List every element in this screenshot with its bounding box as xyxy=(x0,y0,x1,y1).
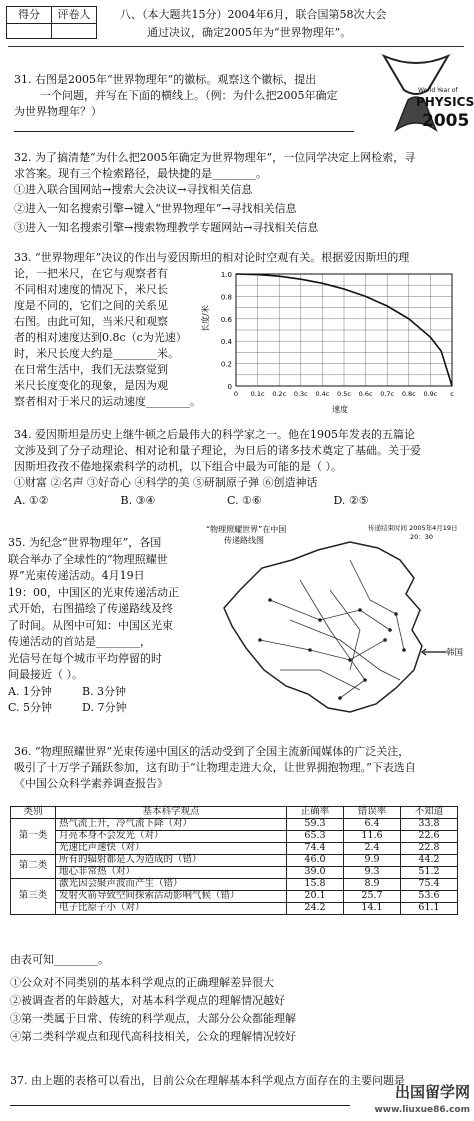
table-cell: 所有的辐射都是人为造成的（错） xyxy=(56,855,287,867)
table-cell: 61.1 xyxy=(401,903,458,915)
table-cell: 11.6 xyxy=(344,831,401,843)
q35-text: 了时间。从图中可知：中国区光束 xyxy=(8,618,173,632)
x-tick-label: 0 xyxy=(233,390,239,398)
x-tick-label: 0.4c xyxy=(315,390,330,398)
table-cell: 33.8 xyxy=(401,819,458,831)
q35-text: 联合举办了全球性的“物理照耀世 xyxy=(8,552,168,566)
x-tick-label: 0.3c xyxy=(293,390,308,398)
q32-option2: ②进入一知名搜索引擎→键入“世界物理年”→寻找相关信息 xyxy=(14,202,297,215)
table-cell: 22.8 xyxy=(401,843,458,855)
table-cell: 44.2 xyxy=(401,855,458,867)
q33-text-block xyxy=(14,266,204,409)
q33-text: 不同相对速度的情况下，米尺长 xyxy=(14,282,168,296)
q35-text: 35. 为纪念“世界物理年”，各国 xyxy=(8,536,162,549)
q36-line3: 《中国公众科学素养调查报告》 xyxy=(14,777,168,790)
table-cell: 75.4 xyxy=(401,879,458,891)
q34-option-b[interactable]: B. ③④ xyxy=(120,494,156,507)
china-outline xyxy=(224,542,422,712)
table-cell: 激光因会聚声波而产生（错） xyxy=(56,879,287,891)
relay-cities xyxy=(258,598,406,700)
table-cell: 20.1 xyxy=(287,891,344,903)
table-header: 不知道 xyxy=(401,807,458,819)
table-header: 类别 xyxy=(11,807,56,819)
q35-options-row2 xyxy=(8,700,198,717)
x-tick-label: c xyxy=(450,390,454,398)
table-row xyxy=(11,843,458,855)
table-row xyxy=(11,855,458,867)
x-tick-label: 0.2c xyxy=(272,390,287,398)
table-cell: 46.0 xyxy=(287,855,344,867)
table-cell: 6.4 xyxy=(344,819,401,831)
divider xyxy=(8,46,464,47)
table-cell: 地心非常热（对） xyxy=(56,867,287,879)
q35-text-block xyxy=(8,535,198,717)
q31-answer-line[interactable] xyxy=(14,131,354,132)
q31-line2: 一个问题，并写在下面的横线上。（例：为什么把2005年确定 xyxy=(40,89,338,102)
length-velocity-chart xyxy=(200,266,466,414)
table-row xyxy=(11,831,458,843)
q33-text: 右图。由此可知，当米尺和观察 xyxy=(14,314,168,328)
q36-conclusion: ①公众对不同类别的基本科学观点的正确理解差异很大 xyxy=(10,976,274,989)
q35-option-c[interactable]: C. 5分钟 xyxy=(8,701,53,714)
table-cell: 74.4 xyxy=(287,843,344,855)
table-cell: 14.1 xyxy=(344,903,401,915)
table-header: 正确率 xyxy=(287,807,344,819)
table-cell: 9.9 xyxy=(344,855,401,867)
q35-text: 间最接近（ ）。 xyxy=(8,668,83,681)
china-relay-map xyxy=(200,520,468,725)
q34-line3: 因斯坦孜孜不倦地探索科学的动机，以下组合中最为可能的是（ ）。 xyxy=(14,460,342,473)
table-cell: 8.9 xyxy=(344,879,401,891)
table-cell: 15.8 xyxy=(287,879,344,891)
q35-text: 19：00，中国区的光束传递活动正 xyxy=(8,585,179,599)
q34-option-a[interactable]: A. ①② xyxy=(14,494,49,507)
table-cell: 59.3 xyxy=(287,819,344,831)
map-end-time-label: 传递结束时间 2005年4月19日 xyxy=(368,524,458,532)
grader-cell[interactable] xyxy=(52,23,97,38)
q36-conclusion-lead: 由表可知________。 xyxy=(10,953,109,966)
q33-text: 时，米尺长度大约是________米。 xyxy=(14,346,179,360)
chart-xlabel: 速度 xyxy=(332,405,348,414)
svg-text:World Year of: World Year of xyxy=(418,87,458,94)
x-tick-label: 0.9c xyxy=(423,390,438,398)
q36-conclusion: ③第一类属于日常、传统的科学观点，大部分公众都能理解 xyxy=(10,1012,296,1025)
table-cell: 光速比声速快（对） xyxy=(56,843,287,855)
x-tick-label: 0.5c xyxy=(337,390,351,398)
q37-line1: 37. 由上题的表格可以看出，目前公众在理解基本科学观点方面存在的主要问题是 xyxy=(10,1074,405,1087)
svg-text:PHYSICS: PHYSICS xyxy=(416,95,474,109)
score-label: 得分 xyxy=(7,7,52,24)
y-tick-label: 0 xyxy=(227,383,232,391)
table-cell: 9.3 xyxy=(344,867,401,879)
x-tick-label: 0.1c xyxy=(250,390,265,398)
q34-line2: 文涉及到了分子动理论、相对论和量子理论，为日后的诸多技术奠定了基础。关于爱 xyxy=(14,444,421,457)
table-header-row xyxy=(11,807,458,819)
map-subtitle: 传递路线图 xyxy=(224,536,264,545)
q34-options xyxy=(14,493,437,509)
survey-table xyxy=(10,806,458,915)
q35-option-b[interactable]: B. 3分钟 xyxy=(81,684,127,698)
category-cell: 第一类 xyxy=(11,819,56,855)
q33-text: 察者相对于米尺的运动速度________。 xyxy=(14,394,201,408)
x-tick-label: 0.7c xyxy=(380,390,395,398)
y-tick-label: 0.8 xyxy=(220,293,232,302)
svg-text:2005: 2005 xyxy=(422,111,470,131)
q37-answer-line[interactable] xyxy=(10,1105,350,1106)
table-cell: 2.4 xyxy=(344,843,401,855)
physics-year-logo xyxy=(366,50,474,142)
q35-options-row1 xyxy=(8,684,198,701)
q33-line1: 33. “世界物理年”决议的作出与爱因斯坦的相对论时空观有关。根据爱因斯坦的理 xyxy=(14,251,410,264)
table-row xyxy=(11,819,458,831)
chart-ylabel: 长度/米 xyxy=(201,305,210,332)
q31-line1: 31. 右图是2005年“世界物理年”的徽标。观察这个徽标，提出 xyxy=(14,73,317,86)
q35-text: 传递活动的首站是________， xyxy=(8,635,151,648)
table-cell: 24.2 xyxy=(287,903,344,915)
q36-conclusion: ②被调查者的年龄越大，对基本科学观点的理解情况越好 xyxy=(10,994,285,1007)
q33-text: 者的相对速度达到0.8c（c为光速） xyxy=(14,330,187,344)
table-cell: 电子比原子小（对） xyxy=(56,903,287,915)
table-cell: 22.6 xyxy=(401,831,458,843)
q35-option-d[interactable]: D. 7分钟 xyxy=(82,701,127,714)
map-title: “物理照耀世界”在中国 xyxy=(206,525,287,534)
y-tick-label: 0.4 xyxy=(220,338,232,347)
table-cell: 发射火箭导致空间探索活动影响气候（错） xyxy=(56,891,287,903)
table-cell: 39.0 xyxy=(287,867,344,879)
q32-line1: 32. 为了搞清楚“为什么把2005年确定为世界物理年”，一位同学决定上网检索，寻 xyxy=(14,151,416,164)
table-row xyxy=(11,903,458,915)
q33-text: 论，一把米尺，在它与观察者有 xyxy=(14,267,168,280)
q36-conclusion: ④第二类科学观点和现代高科技相关，公众的理解情况较好 xyxy=(10,1030,296,1043)
q33-text: 在日常生活中，我们无法察觉到 xyxy=(14,362,168,376)
table-cell: 热气流上升，冷气流下降（对） xyxy=(56,819,287,831)
table-header: 错误率 xyxy=(344,807,401,819)
q35-text: 式开始，右图描绘了传递路线及终 xyxy=(8,602,173,615)
q32-option3: ③进入一知名搜索引擎→搜索物理教学专题网站→寻找相关信息 xyxy=(14,221,319,234)
q36-line2: 吸引了十万学子踊跃参加，这有助于“让物理走进大众，让世界拥抱物理。”下表选自 xyxy=(14,761,416,774)
q34-option-d[interactable]: D. ②⑤ xyxy=(333,494,369,507)
watermark-url: www.liuxue86.com xyxy=(374,1104,470,1115)
section-header-line2: 通过决议，确定2005年为“世界物理年”。 xyxy=(147,26,352,39)
y-tick-label: 0.2 xyxy=(220,360,232,369)
q31-line3: 为世界物理年？） xyxy=(14,105,102,118)
x-tick-label: 0.6c xyxy=(358,390,373,398)
y-tick-label: 1.0 xyxy=(220,271,232,279)
score-table xyxy=(6,6,97,39)
q34-option-c[interactable]: C. ①⑥ xyxy=(227,494,262,507)
table-header: 基本科学观点 xyxy=(56,807,287,819)
q35-text: 光信号在每个城市平均停留的时 xyxy=(8,651,162,665)
table-cell: 53.6 xyxy=(401,891,458,903)
table-cell: 月亮本身不会发光（对） xyxy=(56,831,287,843)
q36-line1: 36. “物理照耀世界”光束传递中国区的活动受到了全国主流新闻媒体的广泛关注， xyxy=(14,745,410,758)
x-tick-label: 0.8c xyxy=(401,390,416,398)
relay-routes xyxy=(260,560,404,698)
table-cell: 51.2 xyxy=(401,867,458,879)
table-cell: 65.3 xyxy=(287,831,344,843)
q32-line2: 求答案。现有三个检索路径，最快捷的是________。 xyxy=(14,167,267,180)
q34-line1: 34. 爱因斯坦是历史上继牛顿之后最伟大的科学家之一。他在1905年发表的五篇论 xyxy=(14,428,415,441)
map-korea-label: 韩国 xyxy=(446,648,464,658)
map-end-time: 20：30 xyxy=(410,533,434,541)
table-row xyxy=(11,867,458,879)
watermark-cn: 出国留学网 xyxy=(394,1083,470,1102)
table-row xyxy=(11,891,458,903)
q33-text: 米尺长度变化的现象，是因为观 xyxy=(14,378,168,392)
watermark xyxy=(374,1082,470,1117)
table-row xyxy=(11,879,458,891)
table-cell: 25.7 xyxy=(344,891,401,903)
grader-label: 评卷人 xyxy=(52,7,97,24)
category-cell: 第三类 xyxy=(11,879,56,915)
q35-option-a[interactable]: A. 1分钟 xyxy=(8,684,52,698)
q32-option1: ①进入联合国网站→搜索大会决议→寻找相关信息 xyxy=(14,183,253,196)
section-header-line1: 八、（本大题共15分）2004年6月，联合国第58次大会 xyxy=(120,8,387,21)
category-cell: 第二类 xyxy=(11,855,56,879)
q33-text: 度是不同的，它们之间的关系见 xyxy=(14,298,168,312)
y-tick-label: 0.6 xyxy=(220,315,232,324)
score-cell[interactable] xyxy=(7,23,52,38)
q35-text: 界”光束传递活动。4月19日 xyxy=(8,569,145,582)
q34-items: ①财富 ②名声 ③好奇心 ④科学的美 ⑤研制原子弹 ⑥创造神话 xyxy=(14,476,318,489)
